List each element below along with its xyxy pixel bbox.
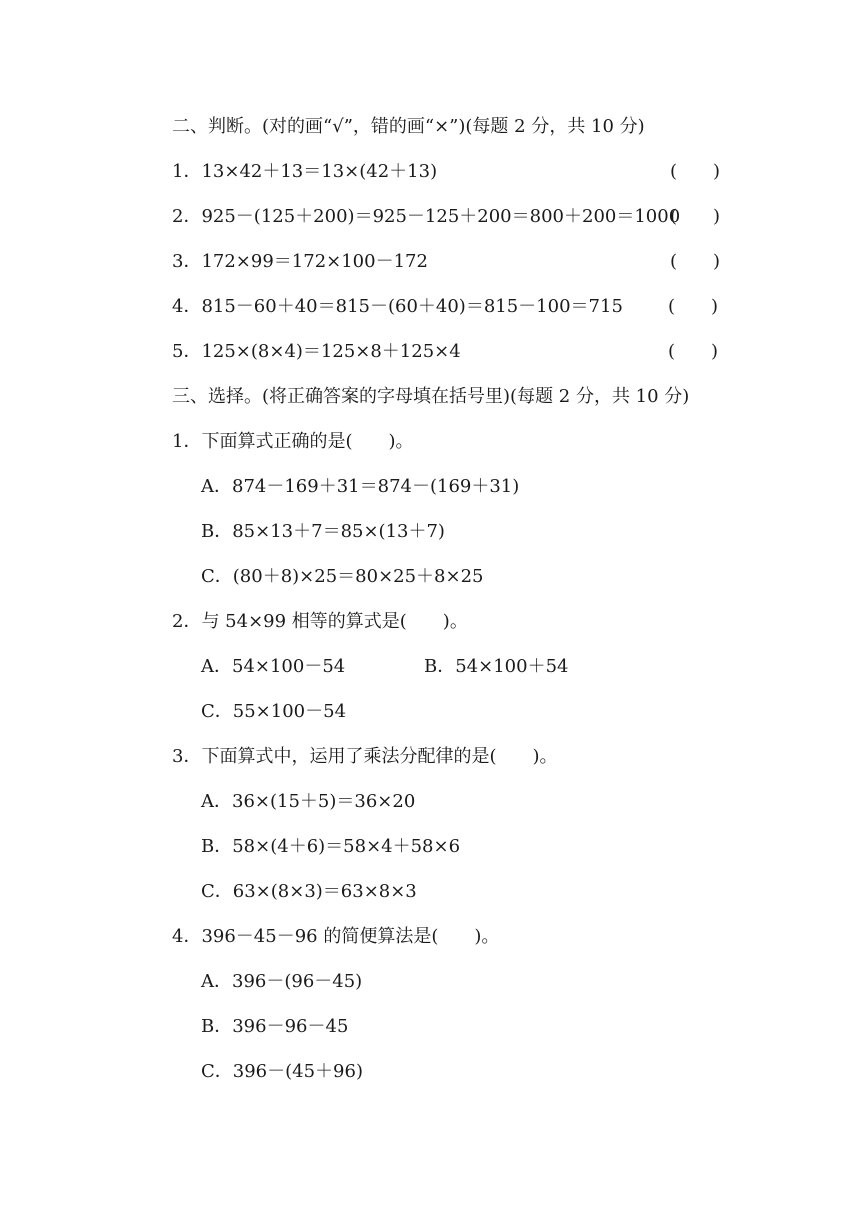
- choice-q3-option-b: B．58×(4＋6)＝58×4＋58×6: [201, 836, 461, 857]
- answer-bracket-5: ( ): [668, 341, 719, 362]
- choice-q4-stem: 4．396－45－96 的简便算法是( )。: [172, 926, 500, 947]
- choice-q3-option-c: C．63×(8×3)＝63×8×3: [201, 881, 417, 902]
- choice-q4-option-a: A．396－(96－45): [201, 971, 363, 992]
- answer-bracket-4: ( ): [668, 296, 719, 317]
- judge-item-1: 1．13×42＋13＝13×(42＋13): [172, 161, 438, 182]
- judge-item-5: 5．125×(8×4)＝125×8＋125×4: [172, 341, 461, 362]
- choice-q2-option-c: C．55×100－54: [201, 701, 347, 722]
- choice-q2-option-b: B．54×100＋54: [424, 656, 569, 677]
- section-3-heading: 三、选择。(将正确答案的字母填在括号里)(每题 2 分，共 10 分): [172, 386, 690, 407]
- choice-q4-option-b: B．396－96－45: [201, 1016, 349, 1037]
- choice-q1-option-c: C．(80＋8)×25＝80×25＋8×25: [201, 566, 484, 587]
- choice-q3-stem: 3．下面算式中，运用了乘法分配律的是( )。: [172, 746, 558, 767]
- section-2-heading: 二、判断。(对的画“√”，错的画“×”)(每题 2 分，共 10 分): [172, 116, 645, 137]
- answer-bracket-3: ( ): [670, 251, 721, 272]
- choice-q2-option-a: A．54×100－54: [201, 656, 346, 677]
- answer-bracket-1: ( ): [670, 161, 721, 182]
- judge-item-4: 4．815－60＋40＝815－(60＋40)＝815－100＝715: [172, 296, 623, 317]
- judge-item-3: 3．172×99＝172×100－172: [172, 251, 428, 272]
- choice-q1-option-b: B．85×13＋7＝85×(13＋7): [201, 521, 445, 542]
- judge-item-2: 2．925－(125＋200)＝925－125＋200＝800＋200＝1000: [172, 206, 681, 227]
- choice-q1-option-a: A．874－169＋31＝874－(169＋31): [201, 476, 520, 497]
- choice-q1-stem: 1．下面算式正确的是( )。: [172, 431, 414, 452]
- choice-q2-stem: 2．与 54×99 相等的算式是( )。: [172, 611, 468, 632]
- answer-bracket-2: ( ): [670, 206, 721, 227]
- choice-q3-option-a: A．36×(15＋5)＝36×20: [201, 791, 416, 812]
- choice-q4-option-c: C．396－(45＋96): [201, 1061, 363, 1082]
